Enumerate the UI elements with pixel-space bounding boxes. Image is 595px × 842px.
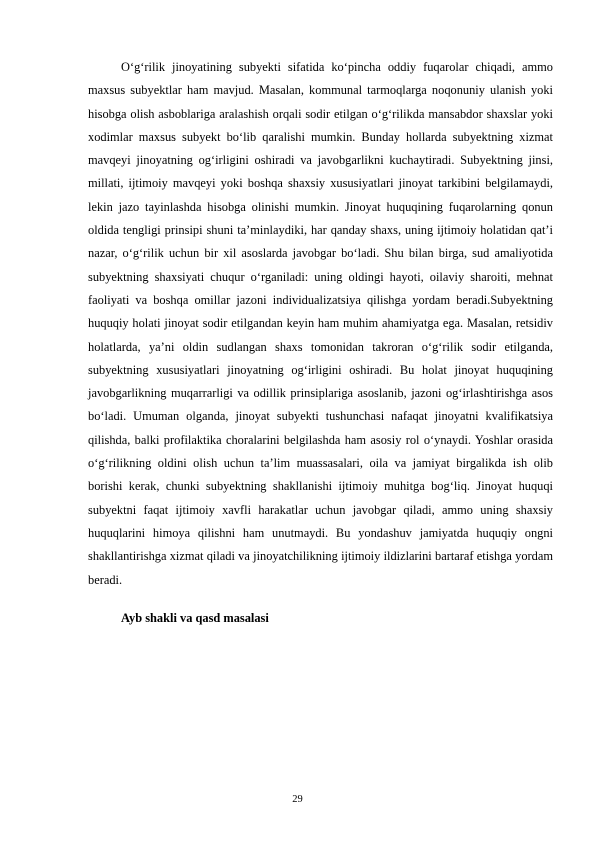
section-heading: Ayb shakli va qasd masalasi (121, 610, 269, 625)
document-page (88, 56, 553, 630)
body-paragraph: O‘g‘rilik jinoyatining subyekti sifatida ko‘pincha oddiy fuqarolar chiqadi, ammo maxsus subyektlar ham mavjud. Masalan, kommunal tarmoqlarga noqonuniy ulanish yoki hisobga olish asboblariga aralashish orqali sodir etilgan o‘g‘rilikda mansabdor shaxslar yoki xodimlar maxsus subyekt bo‘lib qaralishi mumkin. Bunday hollarda subyektning xizmat mavqeyi jinoyatning og‘irligini oshiradi va javobgarlikni kuchaytiradi. Subyektning jinsi, millati, ijtimoiy mavqeyi yoki boshqa shaxsiy xususiyatlari jinoyat tarkibini belgilamaydi, lekin jazo tayinlashda hisobga olinishi mumkin. Jinoyat huquqining fuqarolarning qonun oldida tengligi prinsipi shuni ta’minlaydiki, har qanday shaxs, uning ijtimoiy holatidan qat’i nazar, o‘g‘rilik uchun bir xil asoslarda javobgar bo‘ladi. Shu bilan birga, sud amaliyotida subyektning shaxsiyati chuqur o‘rganiladi: uning oldingi hayoti, oilaviy sharoiti, mehnat faoliyati va boshqa omillar jazoni individualizatsiya qilishga yordam beradi.Subyektning huquqiy holati jinoyat sodir etilgandan keyin ham muhim ahamiyatga ega. Masalan, retsidiv holatlarda, ya’ni oldin sudlangan shaxs tomonidan takroran o‘g‘rilik sodir etilganda, subyektning xususiyatlari jinoyatning og‘irligini oshiradi. Bu holat jinoyat huquqining javobgarlikning muqarrarligi va odillik prinsiplariga asoslanib, jazoni og‘irlashtirishga asos bo‘ladi. Umuman olganda, jinoyat subyekti tushunchasi nafaqat jinoyatni kvalifikatsiya qilishda, balki profilaktika choralarini belgilashda ham asosiy rol o‘ynaydi. Yoshlar orasida o‘g‘rilikning oldini olish uchun ta’lim muassasalari, oila va jamiyat birgalikda ish olib borishi kerak, chunki subyektning shakllanishi ijtimoiy muhitga bog‘liq. Jinoyat huquqi subyektni faqat ijtimoiy xavfli harakatlar uchun javobgar qiladi, ammo uning shaxsiy huquqlarini himoya qilishni ham unutmaydi. Bu yondashuv jamiyatda huquqiy ongni shakllantirishga xizmat qiladi va jinoyatchilikning ijtimoiy ildizlarini bartaraf etishga yordam beradi. (88, 60, 553, 587)
page-number: 29 (292, 794, 303, 805)
